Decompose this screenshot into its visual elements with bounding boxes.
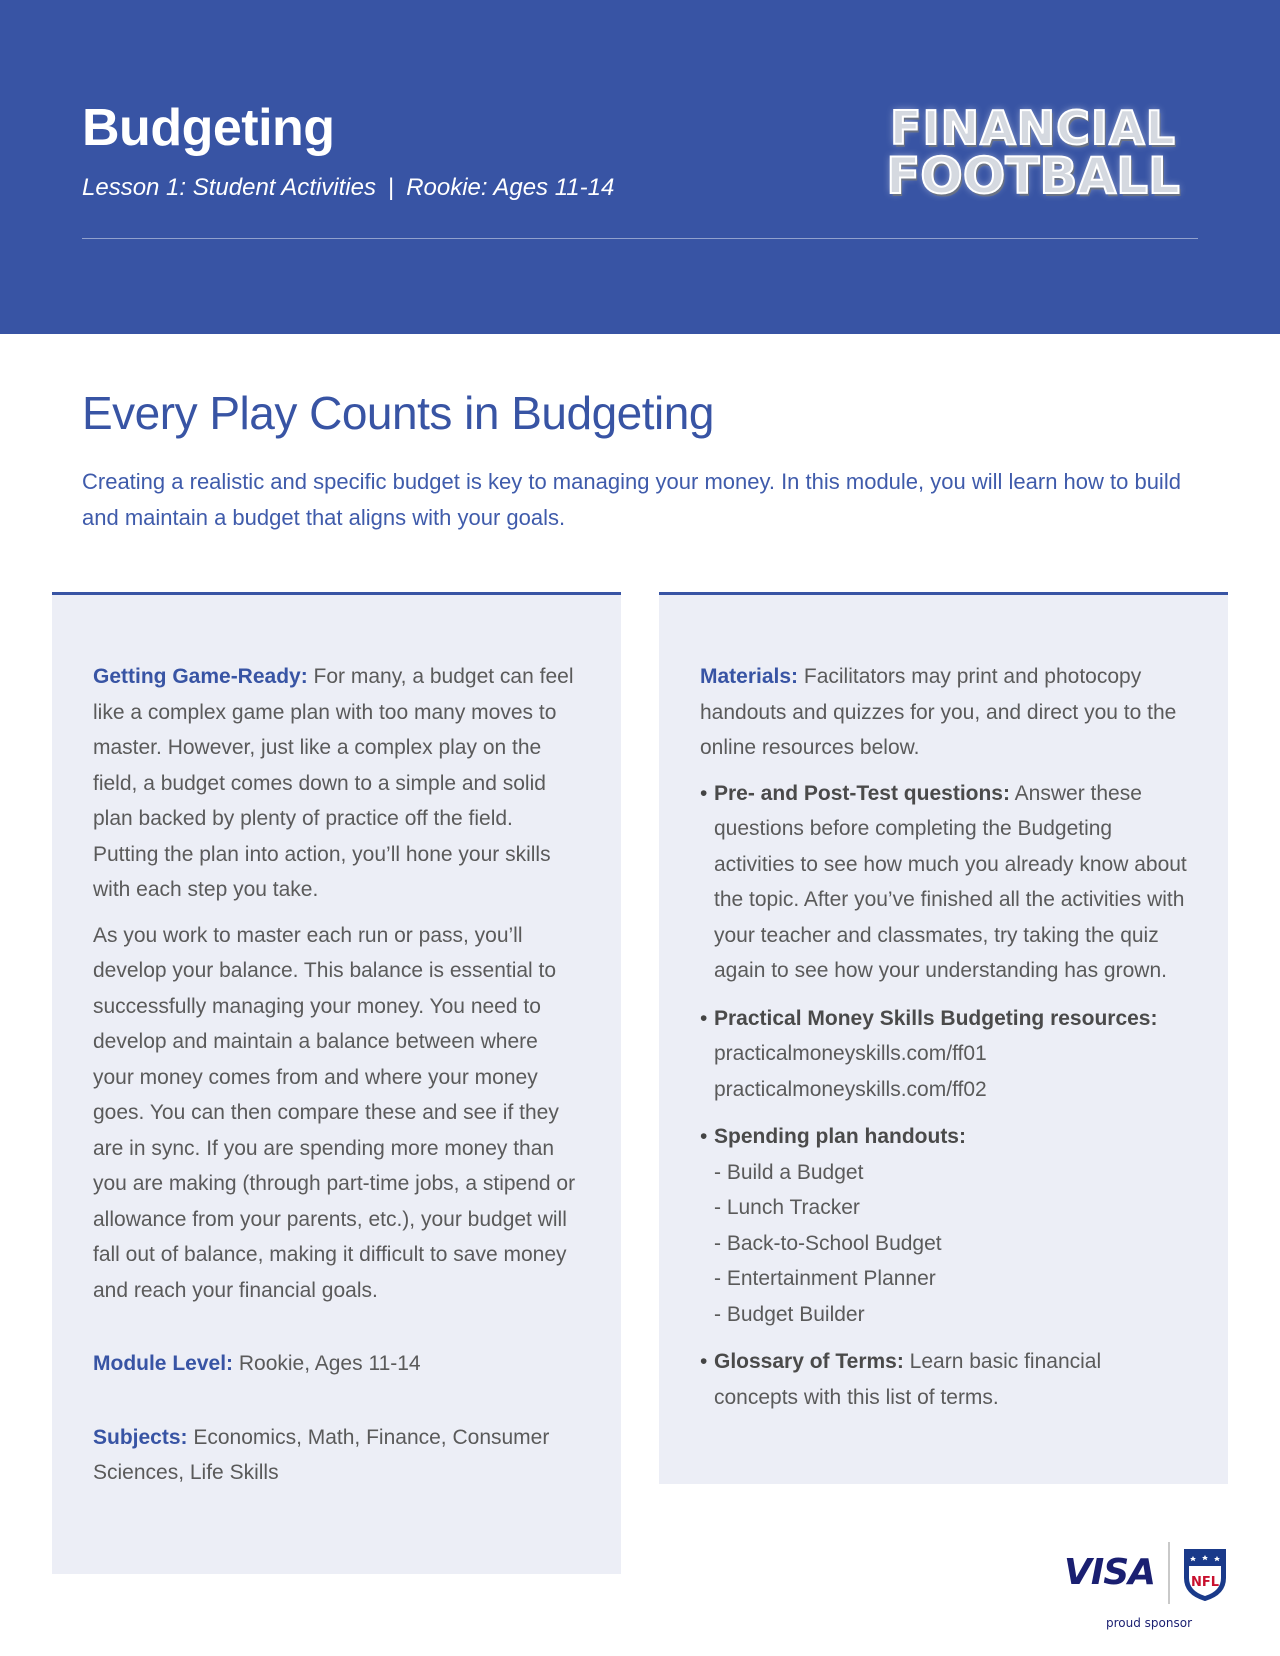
module-level-paragraph (93, 1346, 581, 1382)
subjects-label: Subjects: (93, 1425, 188, 1449)
section-title: Every Play Counts in Budgeting (82, 387, 714, 439)
game-ready-label: Getting Game-Ready: (93, 665, 308, 688)
materials-text: Facilitators may print and photocopy handouts and quizzes for you, and direct you to the online resources below. (700, 665, 1177, 759)
nfl-logo-text: NFL (1190, 1575, 1220, 1590)
glossary-label: Glossary of Terms: (714, 1350, 904, 1373)
resources-label: • Practical Money Skills Budgeting resources: (714, 1006, 1158, 1030)
page-title: Budgeting (82, 99, 335, 157)
resource-link-ff01[interactable]: practicalmoneyskills.com/ff01 (714, 1042, 987, 1065)
overview-panel (52, 592, 621, 1574)
materials-paragraph (700, 659, 1188, 766)
sponsor-logos (1064, 1540, 1234, 1630)
financial-football-logo (868, 101, 1198, 206)
subjects-paragraph (93, 1420, 581, 1491)
list-item-glossary (700, 1344, 1188, 1415)
level-label: Rookie: Ages 11-14 (406, 174, 615, 201)
resource-list (700, 776, 1188, 1416)
lesson-subtitle (82, 174, 614, 202)
handout-entertainment-planner: - Entertainment Planner (714, 1267, 936, 1290)
handouts-label: • Spending plan handouts: (714, 1125, 966, 1148)
list-item-resources (700, 1001, 1188, 1108)
game-ready-text: For many, a budget can feel like a complex game plan with too many moves to master. However, just like a complex play on the field, a budget comes down to a simple and solid plan backed by plenty of practice off the field. Putting the plan into action, you’ll hone your skills with each step you take. (93, 665, 574, 901)
balance-paragraph: As you work to master each run or pass, you’ll develop your balance. This balance is essential to successfully managing your money. You need to develop and maintain a balance between where your money comes from and where your money goes. You can then compare these and see if they are in sync. If you are spending more money than you are making (through part-time jobs, a stipend or allowance from your parents, etc.), your budget will fall out of balance, making it difficult to save money and reach your financial goals. (93, 923, 576, 1302)
logo-line-2: FOOTBALL (886, 147, 1180, 205)
list-item-tests (700, 776, 1188, 989)
resource-link-ff02[interactable]: practicalmoneyskills.com/ff02 (714, 1077, 987, 1101)
logo-divider (1168, 1542, 1170, 1604)
tests-text: Answer these questions before completing the Budgeting activities to see how much you already know about the topic. After you’ve finished all the activities with your teacher and classmates, try taking the quiz again to see how your understanding has grown. (714, 781, 1187, 982)
materials-label: Materials: (700, 665, 799, 688)
logo-line-1: FINANCIAL (890, 101, 1176, 155)
list-item-handouts (700, 1119, 1188, 1332)
handout-back-to-school-budget: - Back-to-School Budget (714, 1231, 942, 1255)
lesson-label: Lesson 1: Student Activities (82, 174, 376, 201)
glossary-text: Learn basic financial concepts with this list of terms. (714, 1350, 1102, 1409)
materials-panel (659, 592, 1228, 1484)
intro-paragraph: Creating a realistic and specific budget is key to managing your money. In this module, you will learn how to build and maintain a budget that aligns with your goals. (82, 469, 1181, 530)
header-banner (0, 0, 1280, 334)
subtitle-separator: | (387, 174, 395, 201)
handout-lunch-tracker: - Lunch Tracker (714, 1196, 860, 1219)
handout-budget-builder: - Budget Builder (714, 1302, 865, 1326)
module-level-value: Rookie, Ages 11-14 (233, 1352, 421, 1375)
handout-build-a-budget: - Build a Budget (714, 1160, 864, 1184)
sponsor-text: proud sponsor (1106, 1616, 1193, 1630)
module-level-label: Module Level: (93, 1352, 234, 1375)
tests-label: Pre- and Post-Test questions: (714, 781, 1010, 805)
header-divider (82, 238, 1198, 239)
subjects-value: Economics, Math, Finance, Consumer Sciences, Life Skills (93, 1425, 550, 1484)
visa-logo: VISA (1064, 1552, 1156, 1593)
nfl-shield-icon (1182, 1544, 1228, 1602)
game-ready-paragraph (93, 659, 581, 908)
